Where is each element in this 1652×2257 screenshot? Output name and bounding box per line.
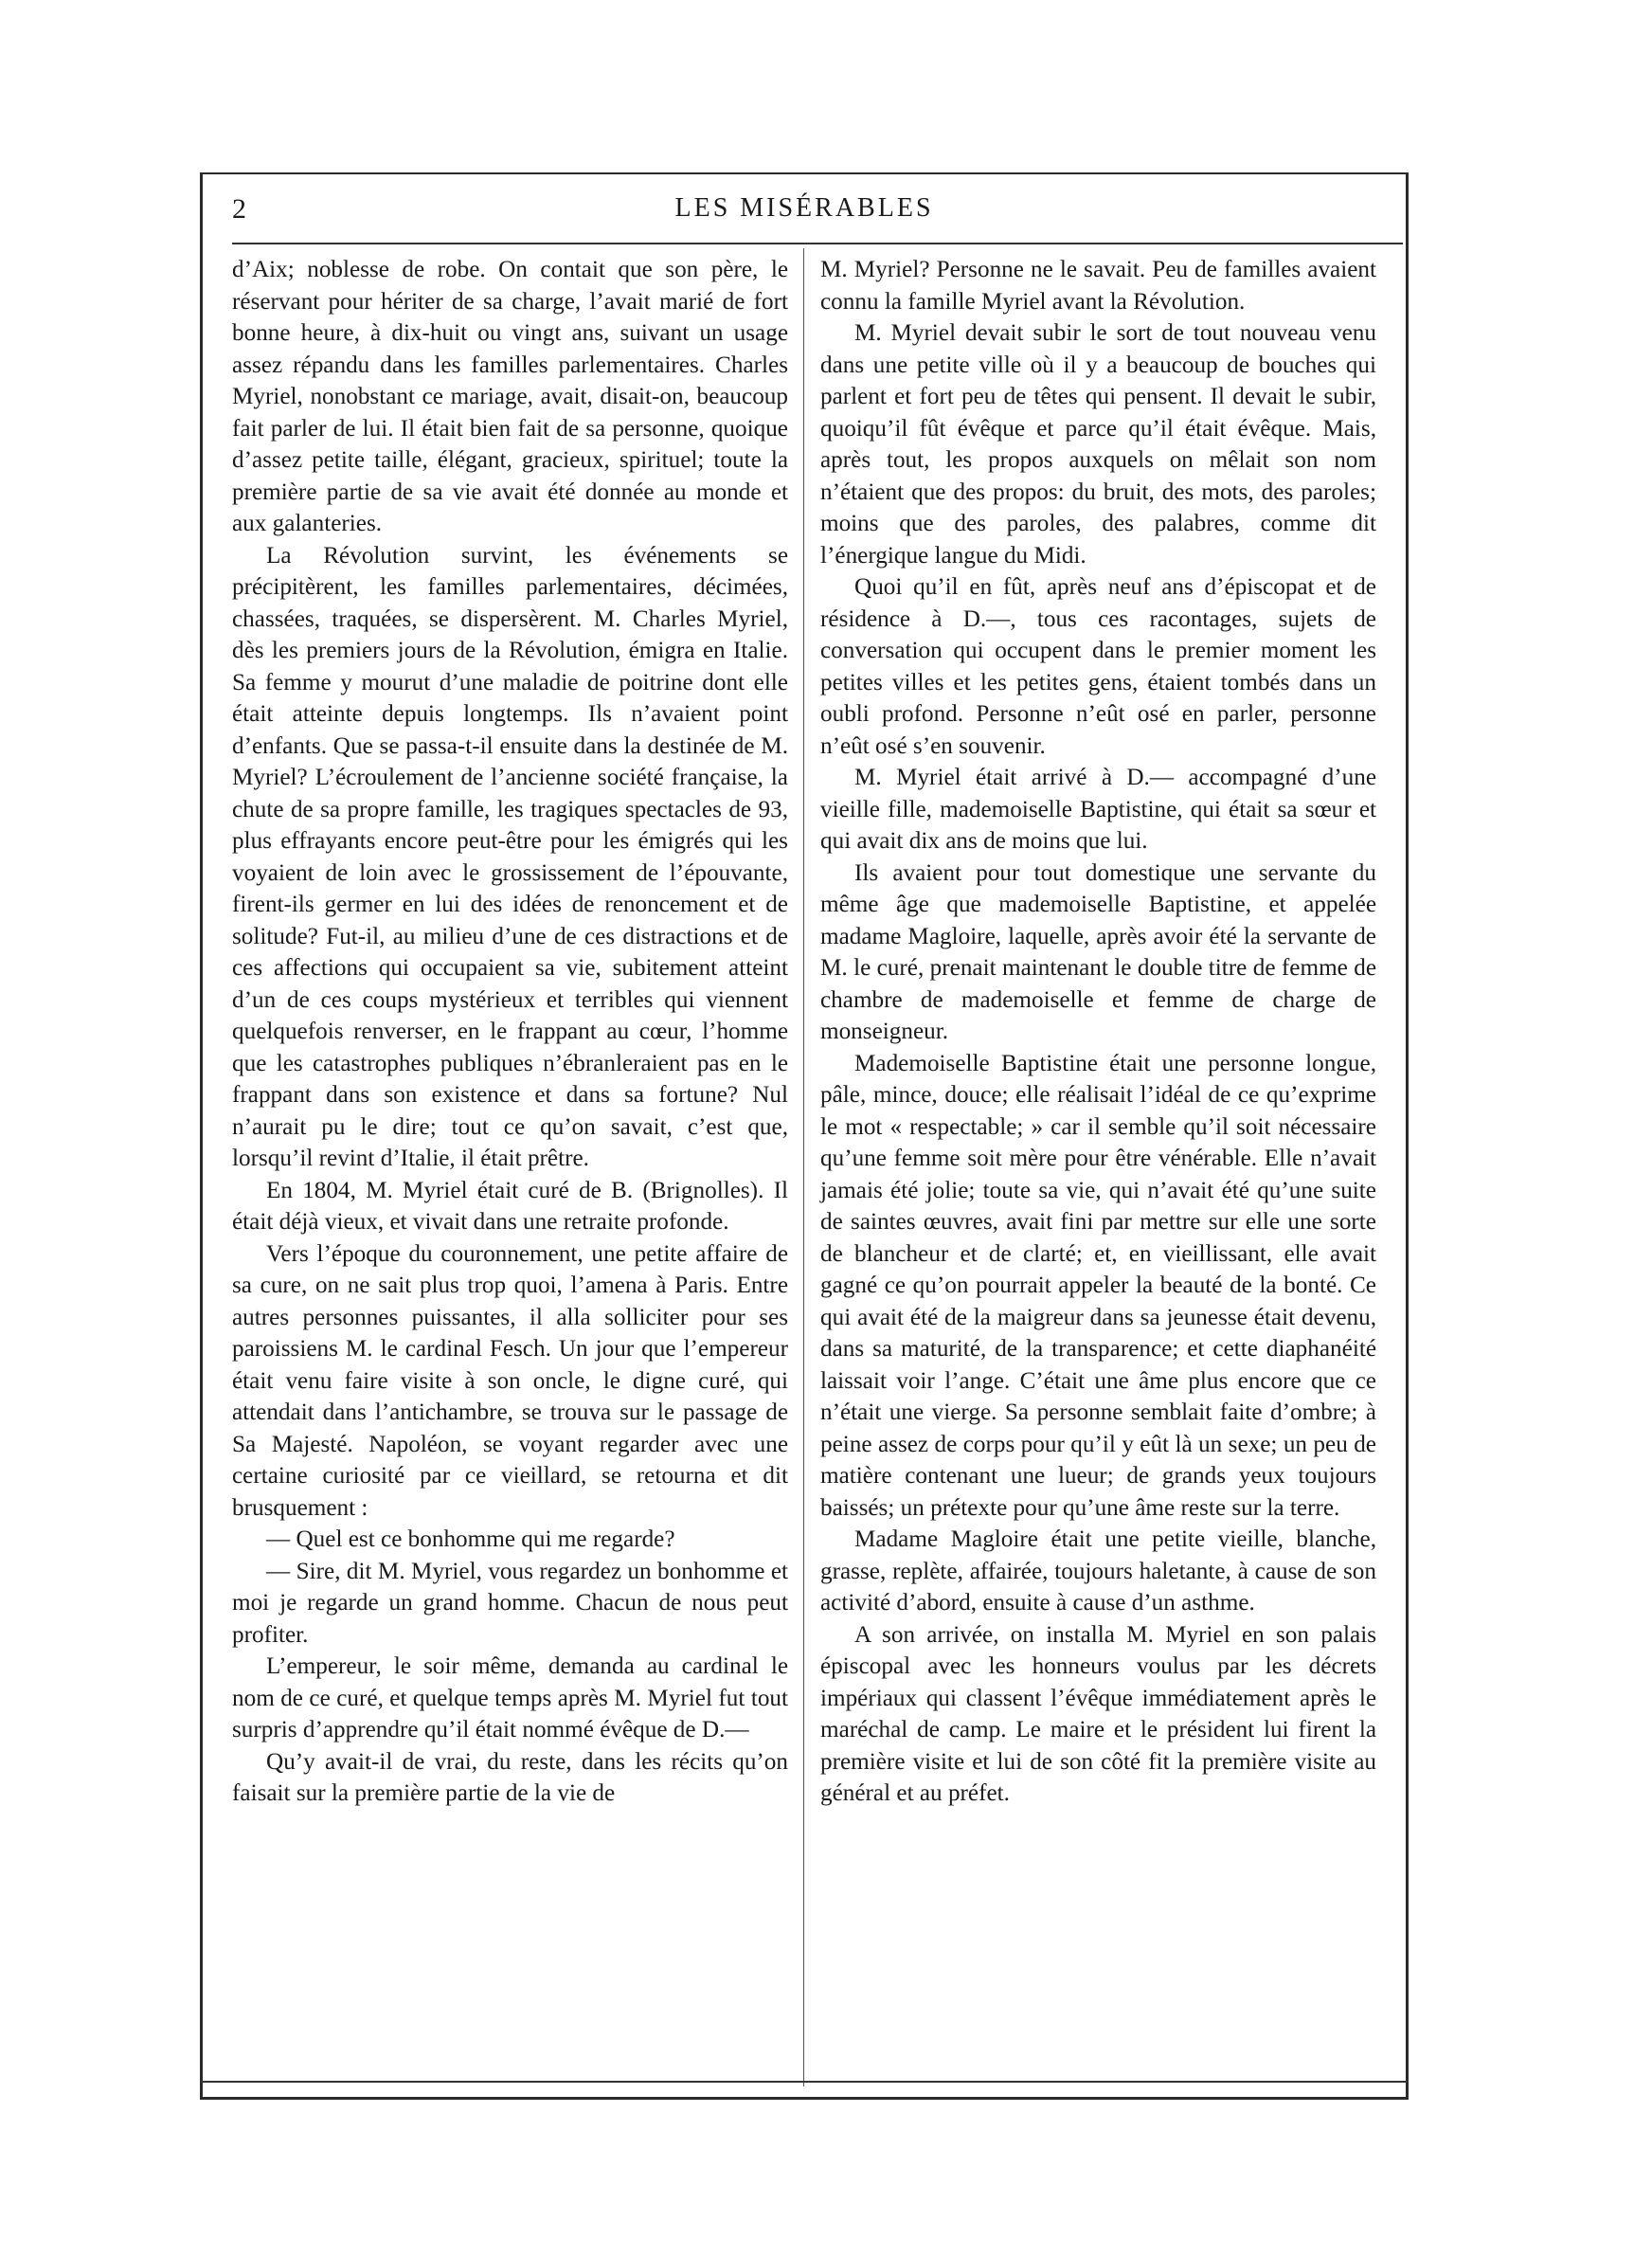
paragraph: M. Myriel était arrivé à D.— accompagné d’une vieille fille, mademoiselle Baptistine, qui était sa sœur et qui avait dix ans de moins que lui.	[820, 765, 1376, 854]
paragraph: Ils avaient pour tout domestique une servante du même âge que mademoiselle Baptistine, et appelée madame Magloire, laquelle, après avoir été la servante de M. le curé, prenait maintenant le double titre de femme de chambre de mademoiselle et femme de charge de monseigneur.	[820, 859, 1376, 1044]
paragraph: Madame Magloire était une petite vieille, blanche, grasse, replète, affairée, toujours haletante, à cause de son activité d’abord, ensuite à cause d’un asthme.	[820, 1526, 1376, 1616]
paragraph: Quoi qu’il en fût, après neuf ans d’épiscopat et de résidence à D.—, tous ces racontages, sujets de conversation qui occupent dans le premier moment les petites villes et les petites gens, étaient tombés dans un oubli profond. Personne n’eût osé en parler, personne n’eût osé s’en souvenir.	[820, 574, 1376, 759]
paragraph: d’Aix; noblesse de robe. On contait que son père, le réservant pour hériter de sa charge, l’avait marié de fort bonne heure, à dix-huit ou vingt ans, suivant un usage assez répandu dans les familles parlementaires. Charles Myriel, nonobstant ce mariage, avait, disait-on, beaucoup fait parler de lui. Il était bien fait de sa personne, quoique d’assez petite taille, élégant, gracieux, spirituel; toute la première partie de sa vie avait été donnée au monde et aux galanteries.	[232, 257, 788, 536]
dialogue-line: — Sire, dit M. Myriel, vous regardez un bonhomme et moi je regarde un grand homme. Chacun de nous peut profiter.	[232, 1558, 788, 1648]
right-column	[820, 254, 1376, 1810]
paragraph: Qu’y avait-il de vrai, du reste, dans les récits qu’on faisait sur la première partie de la vie de	[232, 1748, 788, 1806]
paragraph: La Révolution survint, les événements se précipitèrent, les familles parlementaires, décimées, chassées, traquées, se dispersèrent. M. Charles Myriel, dès les premiers jours de la Révolution, émigra en Italie. Sa femme y mourut d’une maladie de poitrine dont elle était atteinte depuis longtemps. Ils n’avaient point d’enfants. Que se passa-t-il ensuite dans la destinée de M. Myriel? L’écroulement de l’ancienne société française, la chute de sa propre famille, les tragiques spectacles de 93, plus effrayants encore peut-être pour les émigrés qui les voyaient de loin avec le grossissement de l’épouvante, firent-ils germer en lui des idées de renoncement et de solitude? Fut-il, au milieu d’une de ces distractions et de ces affections qui occupaient sa vie, subitement atteint d’un de ces coups mystérieux et terribles qui viennent quelquefois renverser, en le frappant au cœur, l’homme que les catastrophes publiques n’ébranleraient pas en le frappant dans son existence et dans sa fortune? Nul n’aurait pu le dire; tout ce qu’on savait, c’est que, lorsqu’il revint d’Italie, il était prêtre.	[232, 542, 788, 1171]
page-header	[200, 188, 1409, 244]
paragraph: Vers l’époque du couronnement, une petite affaire de sa cure, on ne sait plus trop quoi, l’amena à Paris. Entre autres personnes puissantes, il alla solliciter pour ses paroissiens M. le cardinal Fesch. Un jour que l’empereur était venu faire visite à son oncle, le digne curé, qui attendait dans l’antichambre, se trouva sur le passage de Sa Majesté. Napoléon, se voyant regarder avec une certaine curiosité par ce vieillard, se retourna et dit brusquement :	[232, 1240, 788, 1521]
header-rule	[232, 243, 1403, 244]
page-number: 2	[232, 193, 246, 225]
paragraph: L’empereur, le soir même, demanda au cardinal le nom de ce curé, et quelque temps après M. Myriel fut tout surpris d’apprendre qu’il était nommé évêque de D.—	[232, 1653, 788, 1742]
paragraph: Mademoiselle Baptistine était une personne longue, pâle, mince, douce; elle réalisait l’idéal de ce qu’exprime le mot « respectable; » car il semble qu’il soit nécessaire qu’une femme soit mère pour être vénérable. Elle n’avait jamais été jolie; toute sa vie, qui n’avait été qu’une suite de saintes œuvres, avait fini par mettre sur elle une sorte de blancheur et de clarté; et, en vieillissant, elle avait gagné ce qu’on pourrait appeler la beauté de la bonté. Ce qui avait été de la maigreur dans sa jeunesse était devenu, dans sa maturité, de la transparence; et cette diaphanéité laissait voir l’ange. C’était une âme plus encore que ce n’était une vierge. Sa personne semblait faite d’ombre; à peine assez de corps pour qu’il y eût là un sexe; un peu de matière contenant une lueur; de grands yeux toujours baissés; un prétexte pour qu’une âme reste sur la terre.	[820, 1050, 1376, 1521]
paragraph: En 1804, M. Myriel était curé de B. (Brignolles). Il était déjà vieux, et vivait dans une retraite profonde.	[232, 1177, 788, 1235]
paragraph: A son arrivée, on installa M. Myriel en son palais épiscopal avec les honneurs voulus par les décrets impériaux qui classent l’évêque immédiatement après le maréchal de camp. Le maire et le président lui firent la première visite et lui de son côté fit la première visite au général et au préfet.	[820, 1621, 1376, 1806]
paragraph: M. Myriel? Personne ne le savait. Peu de familles avaient connu la famille Myriel avant la Révolution.	[820, 257, 1376, 315]
dialogue-line: — Quel est ce bonhomme qui me regarde?	[266, 1526, 675, 1552]
left-column	[232, 254, 788, 1810]
running-title: LES MISÉRABLES	[674, 193, 934, 223]
bottom-rule	[200, 2081, 1409, 2083]
paragraph: M. Myriel devait subir le sort de tout nouveau venu dans une petite ville où il y a beaucoup de bouches qui parlent et fort peu de têtes qui pensent. Il devait le subir, quoiqu’il fût évêque et parce qu’il était évêque. Mais, après tout, les propos auxquels on mêlait son nom n’étaient que des propos: du bruit, des mots, des paroles; moins que des paroles, des palabres, comme dit l’énergique langue du Midi.	[820, 320, 1376, 569]
column-divider	[803, 248, 804, 2086]
